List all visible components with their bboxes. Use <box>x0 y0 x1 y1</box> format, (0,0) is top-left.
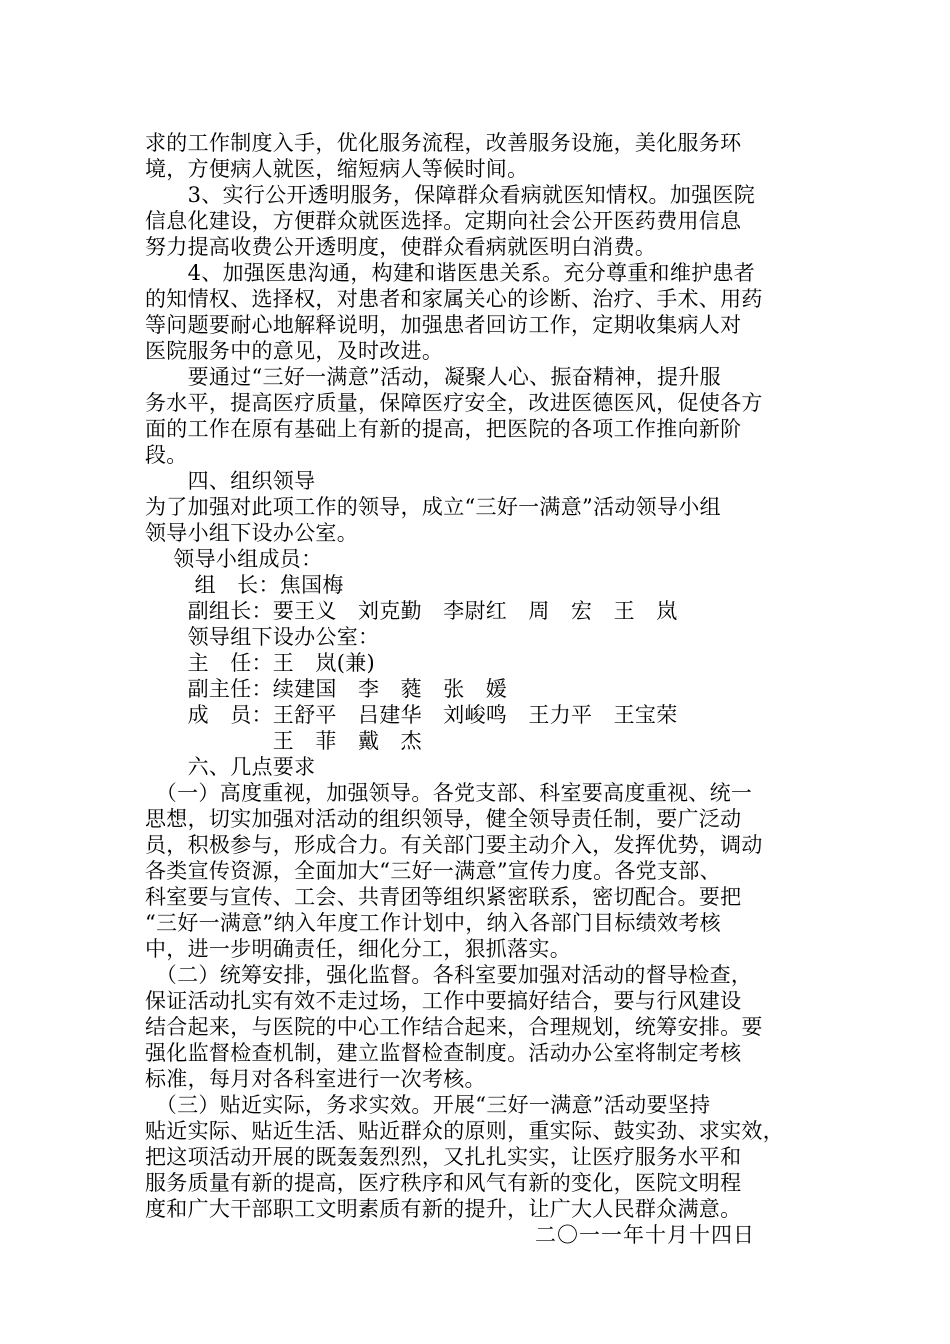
member-line: 主 任：王 岚(兼) <box>145 651 375 675</box>
text-line: 保证活动扎实有效不走过场，工作中要搞好结合，要与行风建设 <box>145 989 742 1013</box>
text-line: （二）统筹安排，强化监督。各科室要加强对活动的督导检查， <box>145 963 753 987</box>
text-line: 求的工作制度入手，优化服务流程，改善服务设施，美化服务环 <box>145 131 742 155</box>
text-line: 把这项活动开展的既轰轰烈烈，又扎扎实实，让医疗服务水平和 <box>145 1145 742 1169</box>
member-line: 成 员：王舒平 吕建华 刘峻鸣 王力平 王宝荣 <box>145 703 678 727</box>
text-line: 员，积极参与，形成合力。有关部门要主动介入，发挥优势，调动 <box>145 833 763 857</box>
text-line: 4、加强医患沟通，构建和谐医患关系。充分尊重和维护患者 <box>145 261 756 285</box>
text-line: 的知情权、选择权，对患者和家属关心的诊断、治疗、手术、用药 <box>145 287 763 311</box>
text-line: 结合起来，与医院的中心工作结合起来，合理规划，统筹安排。要 <box>145 1015 763 1039</box>
text-line: 领导小组下设办公室。 <box>145 521 358 545</box>
text-line: 面的工作在原有基础上有新的提高，把医院的各项工作推向新阶 <box>145 417 742 441</box>
text-line: （一）高度重视，加强领导。各党支部、科室要高度重视、统一 <box>145 781 753 805</box>
member-line: 组 长：焦国梅 <box>145 573 344 597</box>
member-line: 副组长：要王义 刘克勤 李尉红 周 宏 王 岚 <box>145 599 678 623</box>
text-line: 务水平，提高医疗质量，保障医疗安全，改进医德医风，促使各方 <box>145 391 763 415</box>
text-line: 要通过“三好一满意”活动，凝聚人心、振奋精神，提升服 <box>145 365 721 389</box>
text-line: （三）贴近实际，务求实效。开展“三好一满意”活动要坚持 <box>145 1093 711 1117</box>
text-line: 贴近实际、贴近生活、贴近群众的原则，重实际、鼓实劲、求实效， <box>145 1119 784 1143</box>
text-line: 医院服务中的意见，及时改进。 <box>145 339 444 363</box>
text-line: 各类宣传资源，全面加大“三好一满意”宣传力度。各党支部、 <box>145 859 721 883</box>
document-date: 二〇一一年十月十四日 <box>535 1223 755 1247</box>
member-line: 王 菲 戴 杰 <box>145 729 422 753</box>
text-line: 领导小组成员： <box>145 547 323 571</box>
text-line: 为了加强对此项工作的领导，成立“三好一满意”活动领导小组 <box>145 495 721 519</box>
section-heading: 六、几点要求 <box>145 755 316 779</box>
member-line: 副主任：续建国 李 蕤 张 媛 <box>145 677 508 701</box>
text-line: 中，进一步明确责任，细化分工，狠抓落实。 <box>145 937 571 961</box>
text-line: 科室要与宣传、工会、共青团等组织紧密联系，密切配合。要把 <box>145 885 742 909</box>
text-line: 度和广大干部职工文明素质有新的提升，让广大人民群众满意。 <box>145 1197 742 1221</box>
text-line: “三好一满意”纳入年度工作计划中，纳入各部门目标绩效考核 <box>145 911 721 935</box>
text-line: 思想，切实加强对活动的组织领导，健全领导责任制，要广泛动 <box>145 807 742 831</box>
text-line: 标准，每月对各科室进行一次考核。 <box>145 1067 486 1091</box>
text-line: 段。 <box>145 443 188 467</box>
text-line: 等问题要耐心地解释说明，加强患者回访工作，定期收集病人对 <box>145 313 742 337</box>
section-heading: 四、组织领导 <box>145 469 316 493</box>
text-line: 强化监督检查机制，建立监督检查制度。活动办公室将制定考核 <box>145 1041 742 1065</box>
member-line: 领导组下设办公室： <box>145 625 380 649</box>
text-line: 3、实行公开透明服务，保障群众看病就医知情权。加强医院 <box>145 183 756 207</box>
text-line: 服务质量有新的提高，医疗秩序和风气有新的变化，医院文明程 <box>145 1171 742 1195</box>
text-line: 信息化建设，方便群众就医选择。定期向社会公开医药费用信息 <box>145 209 742 233</box>
text-line: 努力提高收费公开透明度，使群众看病就医明白消费。 <box>145 235 657 259</box>
text-line: 境，方便病人就医，缩短病人等候时间。 <box>145 157 529 181</box>
